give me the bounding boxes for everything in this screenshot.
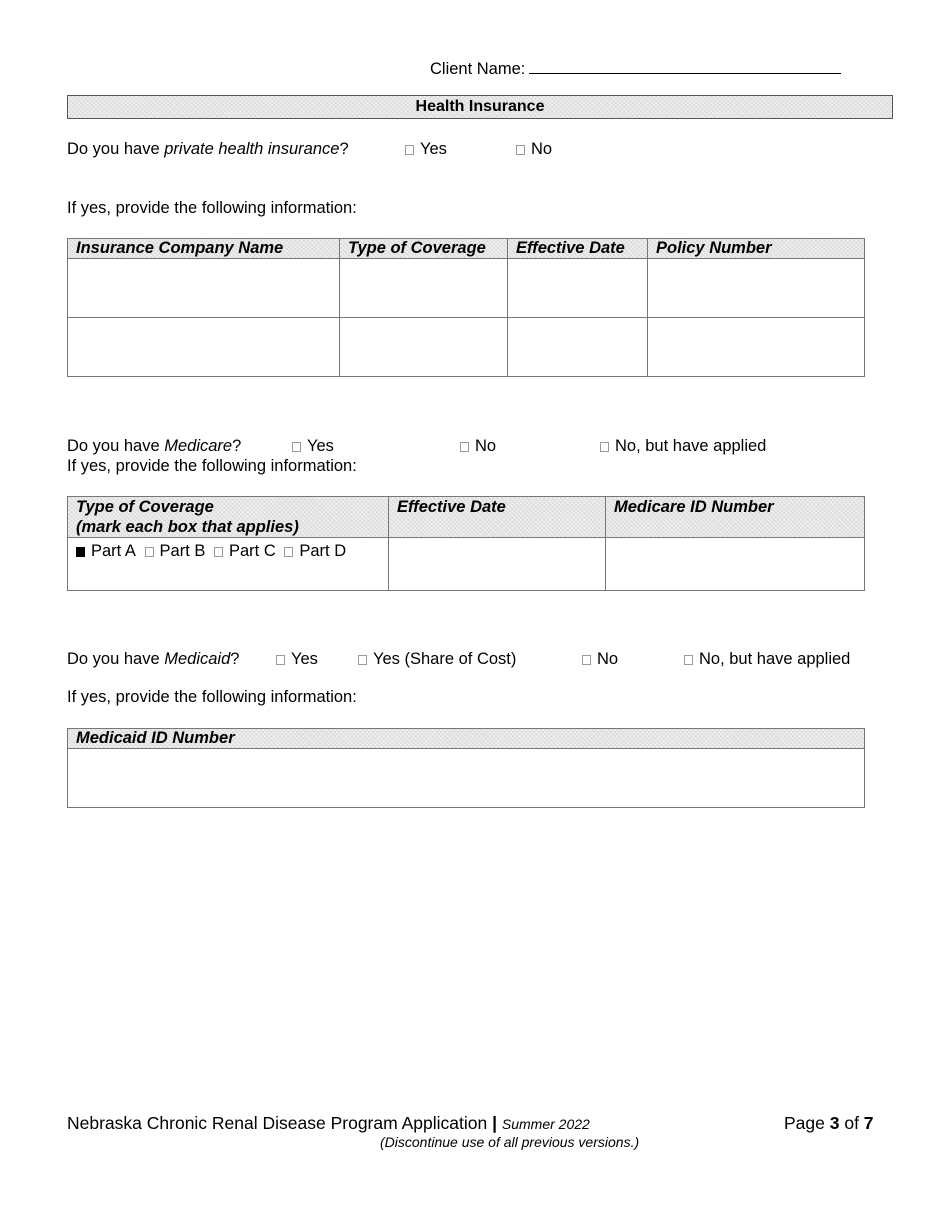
table-cell-input[interactable] (68, 259, 340, 318)
checkbox-icon[interactable] (358, 655, 367, 665)
table-row (68, 318, 865, 377)
col-effective-date: Effective Date (389, 497, 606, 538)
checkbox-icon[interactable] (284, 547, 293, 557)
medicaid-share-of-cost-option[interactable] (358, 650, 516, 669)
medicaid-yes-option[interactable] (276, 650, 318, 669)
part-a-option[interactable] (76, 542, 136, 560)
medicaid-no-option[interactable] (582, 650, 618, 669)
question-text: Do you have (67, 437, 165, 455)
medicare-no-option[interactable] (460, 437, 496, 456)
medicare-yes-option[interactable] (292, 437, 334, 456)
option-label: Yes (291, 650, 318, 668)
checkbox-icon[interactable] (214, 547, 223, 557)
option-label: Part D (299, 542, 347, 560)
checkbox-icon[interactable] (145, 547, 154, 557)
part-c-option[interactable] (214, 542, 276, 560)
checkbox-icon[interactable] (276, 655, 285, 665)
table-header-row (68, 729, 865, 749)
col-type-of-coverage (68, 497, 389, 538)
footer-note: (Discontinue use of all previous versions.) (380, 1134, 640, 1150)
question-emphasis: Medicare (164, 437, 233, 455)
table-cell-input[interactable] (389, 538, 606, 591)
private-yes-option[interactable] (405, 140, 447, 159)
footer-season: Summer 2022 (501, 1116, 590, 1132)
section-title-health-insurance: Health Insurance (67, 95, 893, 119)
part-d-option[interactable] (284, 542, 346, 560)
medicare-applied-option[interactable] (600, 437, 766, 456)
table-cell-input[interactable] (648, 318, 865, 377)
option-label: Yes (420, 140, 447, 158)
table-cell-input[interactable] (508, 318, 648, 377)
col-policy-number: Policy Number (648, 239, 865, 259)
table-header-row (68, 497, 865, 538)
checkbox-icon[interactable] (405, 145, 414, 155)
option-label: Part B (159, 542, 206, 560)
checkbox-icon[interactable] (600, 442, 609, 452)
private-insurance-question (67, 140, 349, 159)
header-line: Type of Coverage (76, 498, 214, 516)
medicaid-question (67, 650, 239, 669)
medicaid-table (67, 728, 865, 808)
footer-separator: | (492, 1113, 497, 1133)
table-row (68, 538, 865, 591)
table-cell-input[interactable] (68, 749, 865, 808)
table-cell-input[interactable] (68, 318, 340, 377)
option-label: Part A (91, 542, 136, 560)
col-insurance-company: Insurance Company Name (68, 239, 340, 259)
option-label: Part C (229, 542, 276, 560)
col-type-of-coverage: Type of Coverage (340, 239, 508, 259)
medicaid-followup-text: If yes, provide the following information: (67, 688, 357, 706)
option-label: No (475, 437, 497, 455)
question-suffix: ? (232, 437, 242, 455)
page-total: 7 (863, 1113, 874, 1133)
part-b-option[interactable] (145, 542, 206, 560)
table-cell-input[interactable] (340, 259, 508, 318)
table-row (68, 259, 865, 318)
option-label: No (531, 140, 553, 158)
client-name-field[interactable] (529, 56, 841, 74)
question-suffix: ? (230, 650, 240, 668)
client-name-label: Client Name: (430, 60, 526, 78)
question-text: Do you have (67, 140, 165, 158)
footer-program (67, 1113, 590, 1134)
table-cell-input[interactable] (606, 538, 865, 591)
checkbox-checked-icon[interactable] (76, 547, 85, 557)
question-text: Do you have (67, 650, 165, 668)
question-emphasis: private health insurance (164, 140, 340, 158)
option-label: Yes (307, 437, 334, 455)
private-insurance-table (67, 238, 865, 377)
medicare-followup-text: If yes, provide the following information: (67, 457, 357, 475)
checkbox-icon[interactable] (292, 442, 301, 452)
private-no-option[interactable] (516, 140, 552, 159)
medicare-question (67, 437, 241, 456)
checkbox-icon[interactable] (516, 145, 525, 155)
option-label: No (597, 650, 619, 668)
coverage-parts-cell (68, 538, 389, 591)
page-number (784, 1113, 874, 1134)
page-prefix: Page (784, 1113, 830, 1133)
footer-program-name: Nebraska Chronic Renal Disease Program Application (67, 1113, 488, 1133)
private-followup-text: If yes, provide the following information: (67, 199, 357, 217)
question-emphasis: Medicaid (164, 650, 231, 668)
table-cell-input[interactable] (340, 318, 508, 377)
page-of: of (839, 1113, 864, 1133)
table-header-row (68, 239, 865, 259)
page-current: 3 (829, 1113, 840, 1133)
option-label: No, but have applied (699, 650, 851, 668)
table-cell-input[interactable] (648, 259, 865, 318)
col-medicare-id: Medicare ID Number (606, 497, 865, 538)
table-row (68, 749, 865, 808)
col-effective-date: Effective Date (508, 239, 648, 259)
option-label: No, but have applied (615, 437, 767, 455)
medicaid-applied-option[interactable] (684, 650, 850, 669)
client-name-row (430, 56, 841, 79)
checkbox-icon[interactable] (684, 655, 693, 665)
medicare-table (67, 496, 865, 591)
question-suffix: ? (339, 140, 349, 158)
header-line: (mark each box that applies) (76, 518, 299, 536)
checkbox-icon[interactable] (460, 442, 469, 452)
checkbox-icon[interactable] (582, 655, 591, 665)
option-label: Yes (Share of Cost) (373, 650, 517, 668)
col-medicaid-id: Medicaid ID Number (68, 729, 865, 749)
table-cell-input[interactable] (508, 259, 648, 318)
